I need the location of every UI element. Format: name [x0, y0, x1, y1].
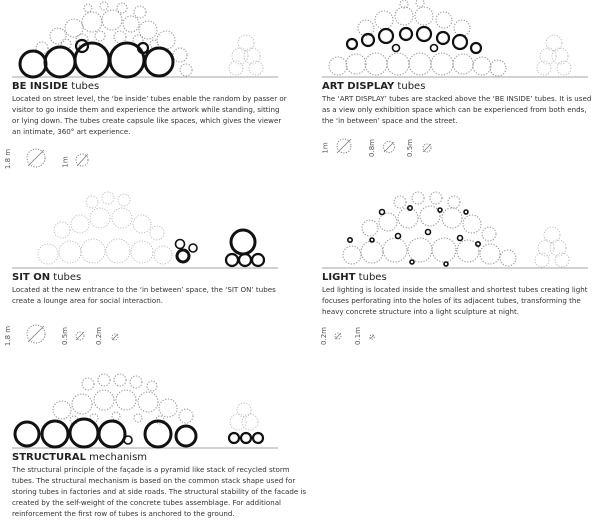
panel-title: LIGHT tubes: [322, 272, 387, 283]
art-display-size-icons: [337, 139, 431, 153]
panel-description: Led lighting is located inside the smallest and shortest tubes creating light focuses perforating into the holes of its adjacent tubes, transforming the heavy concrete structure into a light sculpture at night.: [322, 285, 588, 316]
size-label: 0.5m: [60, 327, 69, 345]
panel-title: SIT ON tubes: [12, 272, 82, 283]
size-label: 0.5m: [405, 139, 414, 157]
size-label: 1.8 m: [4, 325, 13, 347]
panel-title: BE INSIDE tubes: [12, 81, 100, 92]
size-label: 1m: [61, 156, 70, 168]
structural-panel: [12, 452, 308, 519]
sit-on-size-icons: [27, 325, 118, 343]
art-display-panel: [322, 81, 594, 126]
art-display-tube-stack: [322, 0, 588, 77]
structural-tube-stack: [12, 374, 278, 448]
panel-description: The ‘ART DISPLAY’ tubes are stacked above the ‘BE INSIDE’ tubes. It is used as a view only exhibition space which can be experienced from both ends, the ‘in between’ space and the street.: [322, 94, 592, 125]
panel-description: The structural principle of the façade is a pyramid like stack of recycled storm tubes. The structural mechanism is based on the common stack shape used for storing tubes in factories and at side roads. The structural stability of the facade is created by the self-weight of the concrete tubes assemblage. For additional reinforcement the first row of tubes is anchored to the ground.: [12, 465, 307, 518]
size-label: 1.8 m: [4, 148, 13, 170]
size-label: 0.8m: [367, 139, 376, 157]
size-label: 0.2m: [319, 327, 328, 345]
sit-on-tube-stack: [12, 192, 278, 268]
panel-description: Located on street level, the ‘be inside’ tubes enable the random by passer or visitor to go inside them and experience the artwork while standing, sitting or lying down. The tubes create capsule like spaces, which gives the viewer an intimate, 360° art experience.: [12, 94, 287, 136]
be-inside-panel: [12, 81, 288, 137]
sit-on-panel: [12, 272, 288, 306]
panel-title: STRUCTURAL mechanism: [12, 452, 148, 463]
panel-title: ART DISPLAY tubes: [322, 81, 426, 92]
be-inside-size-labels: [6, 145, 18, 175]
be-inside-tube-stack: [12, 2, 278, 77]
size-label: 0.1m: [353, 327, 362, 345]
light-tube-stack: [322, 192, 588, 268]
size-label: 0.2m: [94, 327, 103, 345]
be-inside-size-icons: [27, 149, 88, 167]
light-panel: [322, 272, 594, 317]
panel-description: Located at the new entrance to the ‘in between’ space, the ‘SIT ON’ tubes create a lounge area for social interaction.: [12, 285, 276, 305]
size-label: 1m: [321, 142, 330, 154]
